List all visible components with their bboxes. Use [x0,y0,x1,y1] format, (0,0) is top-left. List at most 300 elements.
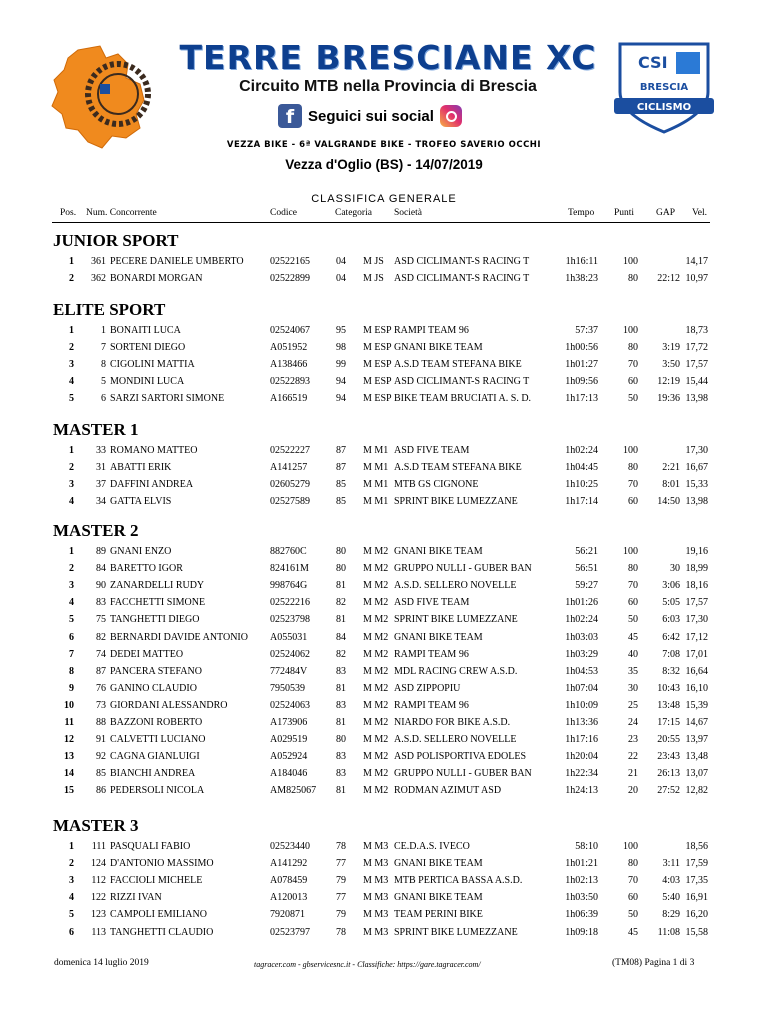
time: 1h01:26 [565,597,598,609]
category: M M2 [363,785,389,797]
bib-number: 89 [96,546,106,557]
birth-year: 79 [336,909,346,921]
header-divider [52,222,710,223]
rider-name: ABATTI ERIK [110,462,172,474]
license-code: A166519 [270,393,308,405]
result-row [0,356,768,373]
speed: 10,97 [685,273,708,285]
rider-name: CALVETTI LUCIANO [110,734,206,746]
time: 58:10 [575,841,598,852]
result-row [0,390,768,407]
bib-number: 33 [96,445,106,456]
category: M M2 [363,580,389,592]
category: M M2 [363,665,389,677]
bib-number: 92 [96,751,106,763]
bib-number: 34 [96,496,106,508]
birth-year: 83 [336,699,346,711]
time: 1h07:04 [565,682,598,694]
category: M M3 [363,909,389,921]
bib-number: 88 [96,717,106,728]
position: 15 [64,785,74,797]
license-code: 02522899 [270,273,310,285]
birth-year: 82 [336,648,346,660]
license-code: A141257 [270,462,308,474]
section-title: MASTER 2 [53,521,139,540]
speed: 16,64 [685,665,708,677]
license-code: 02523798 [270,614,310,626]
speed: 13,98 [685,393,708,405]
time: 1h04:53 [565,665,598,677]
speed: 15,58 [685,926,708,938]
time: 1h02:13 [565,875,598,887]
team: A.S.D. SELLERO NOVELLE [394,580,517,592]
gap: 17:15 [657,717,680,728]
birth-year: 78 [336,926,346,938]
position: 8 [69,665,74,677]
col-cat: Categoria [335,208,372,218]
license-code: A141292 [270,858,308,870]
license-code: 02524063 [270,699,310,711]
event-names: VEZZA BIKE - 6ª VALGRANDE BIKE - TROFEO SAVERIO OCCHI [226,140,542,150]
speed: 16,20 [685,909,708,921]
points: 50 [628,909,638,921]
rider-name: D'ANTONIO MASSIMO [110,858,214,870]
col-pts: Punti [614,208,635,218]
speed: 13,07 [685,768,708,780]
position: 3 [69,359,74,371]
team: RAMPI TEAM 96 [394,325,469,336]
category: M JS [363,256,384,267]
bib-number: 75 [96,614,106,626]
gap: 7:08 [662,648,680,660]
points: 70 [628,359,638,371]
col-code: Codice [270,208,297,218]
points: 100 [623,325,638,336]
time: 1h09:18 [565,926,598,938]
rider-name: RIZZI IVAN [110,892,162,904]
license-code: A052924 [270,751,308,763]
event-venue-date: Vezza d'Oglio (BS) - 14/07/2019 [285,157,483,172]
birth-year: 99 [336,359,346,371]
bib-number: 87 [96,665,106,677]
position: 1 [69,256,74,267]
result-row [0,270,768,287]
bib-number: 113 [91,926,106,938]
rider-name: ZANARDELLI RUDY [110,580,205,592]
result-row [0,889,768,906]
speed: 16,10 [685,682,708,694]
points: 80 [628,563,638,575]
result-row [0,373,768,390]
footer-date: domenica 14 luglio 2019 [54,958,149,968]
position: 2 [69,342,74,354]
bib-number: 85 [96,768,106,780]
result-row [0,459,768,476]
team: RODMAN AZIMUT ASD [394,785,502,797]
time: 1h03:29 [565,648,598,660]
bib-number: 111 [91,841,106,852]
category: M M2 [363,614,389,626]
points: 25 [628,699,638,711]
rider-name: SARZI SARTORI SIMONE [110,393,225,405]
time: 1h17:13 [565,393,598,405]
points: 50 [628,393,638,405]
section-title: ELITE SPORT [53,300,166,319]
points: 60 [628,892,638,904]
rider-name: DAFFINI ANDREA [110,479,194,491]
points: 70 [628,875,638,887]
category: M M2 [363,648,389,660]
rider-name: GNANI ENZO [110,546,172,557]
time: 1h00:56 [565,342,598,354]
position: 13 [64,751,74,763]
team: A.S.D TEAM STEFANA BIKE [394,462,522,474]
shield-top-text: CSI [638,53,668,72]
time: 1h01:21 [565,858,598,870]
team: GNANI BIKE TEAM [394,342,483,354]
province-map-logo-icon [48,44,160,152]
team: A.S.D TEAM STEFANA BIKE [394,359,522,371]
team: GNANI BIKE TEAM [394,631,483,643]
time: 56:21 [575,546,598,557]
speed: 17,72 [685,342,708,354]
license-code: A184046 [270,768,308,780]
position: 4 [69,376,74,388]
position: 5 [69,614,74,626]
license-code: A173906 [270,717,308,728]
bib-number: 5 [101,376,106,388]
birth-year: 04 [336,273,346,285]
gap: 11:08 [657,926,680,938]
footer-page: (TM08) Pagina 1 di 3 [612,958,695,968]
points: 20 [628,785,638,797]
position: 3 [69,479,74,491]
speed: 17,30 [685,614,708,626]
position: 1 [69,546,74,557]
speed: 14,67 [685,717,708,728]
bib-number: 361 [91,256,106,267]
birth-year: 81 [336,682,346,694]
ranking-title: CLASSIFICA GENERALE [311,193,457,205]
points: 100 [623,445,638,456]
license-code: 772484V [270,665,308,677]
gap: 3:11 [662,858,680,870]
category: M ESP [363,342,392,354]
time: 56:51 [575,563,598,575]
speed: 12,82 [685,785,708,797]
position: 4 [69,892,74,904]
time: 1h03:50 [565,892,598,904]
birth-year: 83 [336,665,346,677]
rider-name: BONAITI LUCA [110,325,181,336]
license-code: 02523440 [270,841,310,852]
instagram-icon[interactable] [440,105,462,127]
category: M M2 [363,751,389,763]
rider-name: FACCIOLI MICHELE [110,875,203,887]
license-code: A055031 [270,631,308,643]
result-row [0,838,768,855]
bib-number: 76 [96,682,106,694]
team: ASD CICLIMANT-S RACING T [394,256,530,267]
page-header [0,0,768,190]
bib-number: 112 [91,875,106,887]
rider-name: CIGOLINI MATTIA [110,359,195,371]
social-banner[interactable] [278,102,488,130]
rider-name: TANGHETTI CLAUDIO [110,926,214,938]
category: M JS [363,273,384,285]
speed: 13,48 [685,751,708,763]
gap: 26:13 [657,768,680,780]
points: 80 [628,462,638,474]
team: MTB PERTICA BASSA A.S.D. [394,875,523,887]
bib-number: 6 [101,393,106,405]
result-row [0,577,768,594]
speed: 18,56 [685,841,708,852]
rider-name: BAZZONI ROBERTO [110,717,203,728]
license-code: A078459 [270,875,308,887]
rider-name: FACCHETTI SIMONE [110,597,206,609]
license-code: 998764G [270,580,308,592]
team: SPRINT BIKE LUMEZZANE [394,496,518,508]
team: GRUPPO NULLI - GUBER BAN [394,768,532,780]
birth-year: 82 [336,597,346,609]
rider-name: PEDERSOLI NICOLA [110,785,205,797]
speed: 14,17 [685,256,708,267]
points: 60 [628,597,638,609]
birth-year: 80 [336,563,346,575]
category: M M1 [363,445,389,456]
rider-name: CAGNA GIANLUIGI [110,751,200,763]
category: M ESP [363,393,392,405]
bib-number: 31 [96,462,106,474]
team: GRUPPO NULLI - GUBER BAN [394,563,532,575]
points: 100 [623,546,638,557]
time: 1h17:14 [565,496,598,508]
speed: 17,57 [685,597,708,609]
team: MDL RACING CREW A.S.D. [394,665,518,677]
license-code: 7950539 [270,682,305,694]
speed: 17,12 [685,631,708,643]
license-code: 02524067 [270,325,310,336]
result-row [0,663,768,680]
time: 1h24:13 [565,785,598,797]
birth-year: 94 [336,393,346,405]
points: 60 [628,496,638,508]
license-code: 02522216 [270,597,310,609]
position: 2 [69,563,74,575]
position: 2 [69,858,74,870]
position: 1 [69,445,74,456]
result-row [0,560,768,577]
time: 1h13:36 [565,717,598,728]
bib-number: 1 [101,325,106,336]
position: 5 [69,909,74,921]
result-row [0,748,768,765]
result-row [0,782,768,799]
team: A.S.D. SELLERO NOVELLE [394,734,517,746]
license-code: 02522227 [270,445,310,456]
result-row [0,543,768,560]
result-row [0,731,768,748]
position: 12 [64,734,74,746]
speed: 17,35 [685,875,708,887]
team: ASD FIVE TEAM [394,445,470,456]
team: TEAM PERINI BIKE [394,909,483,921]
points: 24 [628,717,638,728]
result-row [0,697,768,714]
team: GNANI BIKE TEAM [394,546,483,557]
bib-number: 83 [96,597,106,609]
time: 1h16:11 [565,256,598,267]
birth-year: 81 [336,785,346,797]
speed: 18,16 [685,580,708,592]
gap: 19:36 [657,393,680,405]
position: 1 [69,841,74,852]
position: 9 [69,682,74,694]
points: 70 [628,580,638,592]
license-code: 02522165 [270,256,310,267]
position: 10 [64,699,74,711]
time: 1h20:04 [565,751,598,763]
points: 22 [628,751,638,763]
gap: 22:12 [657,273,680,285]
birth-year: 85 [336,496,346,508]
rider-name: ROMANO MATTEO [110,445,198,456]
category: M M2 [363,699,389,711]
team: RAMPI TEAM 96 [394,699,469,711]
result-row [0,476,768,493]
bib-number: 362 [91,273,106,285]
position: 11 [64,717,74,728]
section-title: MASTER 3 [53,816,139,835]
result-row [0,924,768,941]
rider-name: DEDEI MATTEO [110,648,184,660]
license-code: 824161M [270,563,309,575]
team: MTB GS CIGNONE [394,479,479,491]
speed: 15,44 [685,376,708,388]
speed: 15,39 [685,699,708,711]
gap: 2:21 [662,462,680,474]
time: 1h22:34 [565,768,598,780]
rider-name: PANCERA STEFANO [110,665,202,677]
birth-year: 80 [336,546,346,557]
gap: 5:05 [662,597,680,609]
category: M ESP [363,359,392,371]
time: 59:27 [575,580,598,592]
gap: 6:03 [662,614,680,626]
team: GNANI BIKE TEAM [394,892,483,904]
time: 1h09:56 [565,376,598,388]
category: M M2 [363,631,389,643]
birth-year: 85 [336,479,346,491]
time: 1h06:39 [565,909,598,921]
license-code: A051952 [270,342,308,354]
license-code: 02522893 [270,376,310,388]
gap: 3:06 [662,580,680,592]
position: 6 [69,631,74,643]
gap: 13:48 [657,699,680,711]
gap: 30 [670,563,680,575]
bib-number: 123 [91,909,106,921]
gap: 23:43 [657,751,680,763]
time: 1h02:24 [565,614,598,626]
birth-year: 80 [336,734,346,746]
result-row [0,629,768,646]
speed: 17,57 [685,359,708,371]
time: 1h10:09 [565,699,598,711]
points: 100 [623,256,638,267]
section-title: MASTER 1 [53,420,139,439]
birth-year: 94 [336,376,346,388]
category: M M3 [363,858,389,870]
rider-name: PECERE DANIELE UMBERTO [110,256,244,267]
bib-number: 86 [96,785,106,797]
footer-links: tagracer.com - gbservicesnc.it - Classifiche: https://gare.tagracer.com/ [254,960,481,969]
category: M M1 [363,479,389,491]
rider-name: MONDINI LUCA [110,376,185,388]
gap: 12:19 [657,376,680,388]
position: 3 [69,580,74,592]
bib-number: 37 [96,479,106,491]
team: SPRINT BIKE LUMEZZANE [394,614,518,626]
bib-number: 91 [96,734,106,746]
result-row [0,680,768,697]
time: 57:37 [575,325,598,336]
points: 45 [628,631,638,643]
gap: 3:50 [662,359,680,371]
result-row [0,714,768,731]
category: M ESP [363,325,392,336]
time: 1h03:03 [565,631,598,643]
speed: 16,67 [685,462,708,474]
category: M M2 [363,734,389,746]
birth-year: 04 [336,256,346,267]
team: ASD CICLIMANT-S RACING T [394,273,530,285]
time: 1h01:27 [565,359,598,371]
facebook-icon[interactable]: f [278,104,302,128]
rider-name: SORTENI DIEGO [110,342,186,354]
position: 7 [69,648,74,660]
position: 1 [69,325,74,336]
license-code: 02523797 [270,926,310,938]
license-code: 02524062 [270,648,310,660]
points: 60 [628,376,638,388]
team: NIARDO FOR BIKE A.S.D. [394,717,511,728]
time: 1h17:16 [565,734,598,746]
bib-number: 73 [96,699,106,711]
birth-year: 84 [336,631,346,643]
speed: 19,16 [685,546,708,557]
category: M M1 [363,462,389,474]
birth-year: 77 [336,892,346,904]
rider-name: BONARDI MORGAN [110,273,203,285]
time: 1h02:24 [565,445,598,456]
time: 1h10:25 [565,479,598,491]
bib-number: 84 [96,563,106,575]
rider-name: BIANCHI ANDREA [110,768,196,780]
points: 35 [628,665,638,677]
col-gap: GAP [656,208,676,218]
speed: 15,33 [685,479,708,491]
points: 23 [628,734,638,746]
bib-number: 74 [96,648,106,660]
bib-number: 8 [101,359,106,371]
col-num: Num. Concorrente [86,208,157,218]
rider-name: GANINO CLAUDIO [110,682,197,694]
bib-number: 82 [96,631,106,643]
rider-name: PASQUALI FABIO [110,841,191,852]
license-code: 02527589 [270,496,310,508]
